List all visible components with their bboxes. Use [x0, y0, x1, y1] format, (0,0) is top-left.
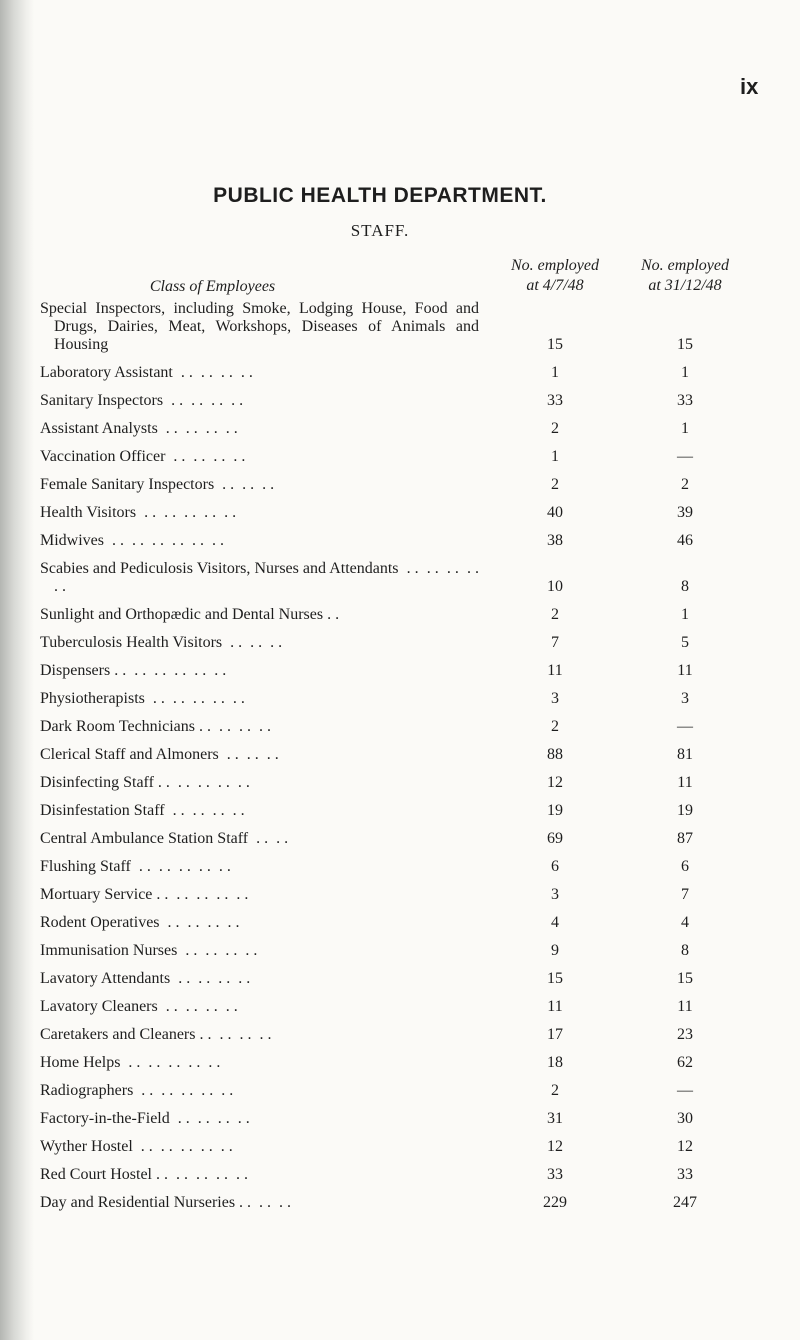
table-row — [40, 881, 760, 909]
row-value-dec: 30 — [677, 1110, 693, 1127]
row-value-dec: 4 — [681, 914, 689, 931]
table-row — [40, 909, 760, 937]
row-value-jul: 11 — [547, 662, 563, 679]
row-value-dec: 1 — [681, 364, 689, 381]
row-value-dec: 23 — [677, 1026, 693, 1043]
column-header-employed-jul — [480, 256, 630, 296]
table-row — [40, 797, 760, 825]
table-row — [40, 1133, 760, 1161]
table-row — [40, 965, 760, 993]
table-row — [40, 741, 760, 769]
row-value-dec: 15 — [677, 970, 693, 987]
row-label: Tuberculosis Health Visitors . . . . . . — [40, 634, 283, 651]
row-label: Home Helps . . . . . . . . . . — [40, 1054, 221, 1071]
table-row — [40, 685, 760, 713]
row-value-jul: 2 — [551, 420, 559, 437]
row-label: Radiographers . . . . . . . . . . — [40, 1082, 234, 1099]
row-value-jul: 3 — [551, 886, 559, 903]
row-value-dec: 5 — [681, 634, 689, 651]
row-value-dec: 81 — [677, 746, 693, 763]
row-value-dec: 62 — [677, 1054, 693, 1071]
row-value-jul: 2 — [551, 476, 559, 493]
row-value-dec: 33 — [677, 1166, 693, 1183]
table-row — [40, 1105, 760, 1133]
table-row — [40, 657, 760, 685]
table-row — [40, 499, 760, 527]
row-label: Caretakers and Cleaners . . . . . . . . — [40, 1026, 272, 1043]
row-label: Immunisation Nurses . . . . . . . . — [40, 942, 258, 959]
column-header-employed-jul-line2: at 4/7/48 — [526, 277, 584, 294]
table-row — [40, 359, 760, 387]
table-row — [40, 415, 760, 443]
table-row — [40, 825, 760, 853]
table-row — [40, 1049, 760, 1077]
table-row — [40, 1021, 760, 1049]
table-row — [40, 1161, 760, 1189]
row-label: Mortuary Service . . . . . . . . . . — [40, 886, 249, 903]
row-value-jul: 10 — [547, 578, 563, 595]
row-value-dec: 33 — [677, 392, 693, 409]
row-value-dec: — — [677, 1082, 693, 1099]
row-value-jul: 15 — [547, 970, 563, 987]
row-value-dec: 3 — [681, 690, 689, 707]
row-label: Midwives . . . . . . . . . . . . — [40, 532, 224, 549]
table-row — [40, 300, 760, 359]
row-value-jul: 6 — [551, 858, 559, 875]
row-value-dec: 15 — [677, 336, 693, 353]
row-value-jul: 69 — [547, 830, 563, 847]
row-label: Lavatory Cleaners . . . . . . . . — [40, 998, 238, 1015]
row-label: Health Visitors . . . . . . . . . . — [40, 504, 237, 521]
row-value-dec: 11 — [677, 662, 693, 679]
column-header-employed-jul-line1: No. employed — [511, 257, 599, 274]
table-row — [40, 555, 760, 601]
row-value-dec: 46 — [677, 532, 693, 549]
row-value-jul: 9 — [551, 942, 559, 959]
table-row — [40, 443, 760, 471]
row-label: Lavatory Attendants . . . . . . . . — [40, 970, 251, 987]
row-value-jul: 17 — [547, 1026, 563, 1043]
row-value-dec: 8 — [681, 578, 689, 595]
row-value-dec: 11 — [677, 998, 693, 1015]
row-label: Sanitary Inspectors . . . . . . . . — [40, 392, 244, 409]
row-value-jul: 40 — [547, 504, 563, 521]
row-label: Wyther Hostel . . . . . . . . . . — [40, 1138, 233, 1155]
row-value-jul: 12 — [547, 774, 563, 791]
table-row — [40, 993, 760, 1021]
table-row — [40, 1077, 760, 1105]
table-header — [40, 256, 760, 300]
row-value-jul: 18 — [547, 1054, 563, 1071]
row-label: Sunlight and Orthopædic and Dental Nurses . . — [40, 606, 340, 623]
row-label: Day and Residential Nurseries . . . . . . — [40, 1194, 292, 1211]
row-value-jul: 38 — [547, 532, 563, 549]
row-label: Scabies and Pediculosis Visitors, Nurses and Attendants . . . . . . . . . . — [40, 560, 487, 595]
row-label: Special Inspectors, including Smoke, Lodging House, Food and Drugs, Dairies, Meat, Workshops, Diseases of Animals and Housing — [40, 300, 483, 353]
row-value-dec: 11 — [677, 774, 693, 791]
column-header-employed-dec-line1: No. employed — [641, 257, 729, 274]
row-label: Rodent Operatives . . . . . . . . — [40, 914, 240, 931]
row-label: Assistant Analysts . . . . . . . . — [40, 420, 238, 437]
row-value-jul: 1 — [551, 448, 559, 465]
column-header-employed-dec — [610, 256, 760, 296]
row-label: Central Ambulance Station Staff . . . . — [40, 830, 289, 847]
row-value-jul: 33 — [547, 392, 563, 409]
row-label: Clerical Staff and Almoners . . . . . . — [40, 746, 279, 763]
page-subtitle: STAFF. — [350, 221, 410, 240]
row-value-dec: 87 — [677, 830, 693, 847]
row-label: Vaccination Officer . . . . . . . . — [40, 448, 246, 465]
row-value-dec: 247 — [673, 1194, 697, 1211]
row-value-dec: — — [677, 448, 693, 465]
row-value-jul: 3 — [551, 690, 559, 707]
row-label: Physiotherapists . . . . . . . . . . — [40, 690, 245, 707]
row-value-dec: 1 — [681, 420, 689, 437]
table-row — [40, 629, 760, 657]
row-value-jul: 1 — [551, 364, 559, 381]
row-value-dec: 39 — [677, 504, 693, 521]
row-label: Dispensers . . . . . . . . . . . . — [40, 662, 227, 679]
row-label: Dark Room Technicians . . . . . . . . — [40, 718, 271, 735]
table-row — [40, 387, 760, 415]
row-value-jul: 4 — [551, 914, 559, 931]
staff-table — [40, 300, 760, 1217]
row-label: Flushing Staff . . . . . . . . . . — [40, 858, 231, 875]
row-value-jul: 88 — [547, 746, 563, 763]
row-value-dec: 12 — [677, 1138, 693, 1155]
row-value-jul: 33 — [547, 1166, 563, 1183]
row-value-jul: 2 — [551, 718, 559, 735]
row-value-dec: 6 — [681, 858, 689, 875]
row-value-jul: 2 — [551, 606, 559, 623]
row-value-dec: 2 — [681, 476, 689, 493]
row-value-jul: 19 — [547, 802, 563, 819]
table-row — [40, 713, 760, 741]
row-value-dec: 19 — [677, 802, 693, 819]
row-value-dec: — — [677, 718, 693, 735]
page-number: ix — [740, 74, 759, 99]
table-row — [40, 769, 760, 797]
page-title: PUBLIC HEALTH DEPARTMENT. — [213, 184, 547, 207]
row-label: Factory-in-the-Field . . . . . . . . — [40, 1110, 250, 1127]
row-value-jul: 229 — [543, 1194, 567, 1211]
table-row — [40, 937, 760, 965]
row-value-dec: 7 — [681, 886, 689, 903]
table-row — [40, 601, 760, 629]
table-row — [40, 853, 760, 881]
row-value-jul: 15 — [547, 336, 563, 353]
row-value-jul: 31 — [547, 1110, 563, 1127]
row-label: Red Court Hostel . . . . . . . . . . — [40, 1166, 248, 1183]
row-value-dec: 1 — [681, 606, 689, 623]
row-value-jul: 11 — [547, 998, 563, 1015]
row-label: Disinfestation Staff . . . . . . . . — [40, 802, 245, 819]
row-value-jul: 7 — [551, 634, 559, 651]
row-value-jul: 2 — [551, 1082, 559, 1099]
row-label: Female Sanitary Inspectors . . . . . . — [40, 476, 275, 493]
table-row — [40, 471, 760, 499]
column-header-employed-dec-line2: at 31/12/48 — [648, 277, 722, 294]
table-row — [40, 1189, 760, 1217]
row-value-jul: 12 — [547, 1138, 563, 1155]
row-value-dec: 8 — [681, 942, 689, 959]
row-label: Laboratory Assistant . . . . . . . . — [40, 364, 253, 381]
table-row — [40, 527, 760, 555]
row-label: Disinfecting Staff . . . . . . . . . . — [40, 774, 250, 791]
column-header-class: Class of Employees — [149, 278, 276, 295]
